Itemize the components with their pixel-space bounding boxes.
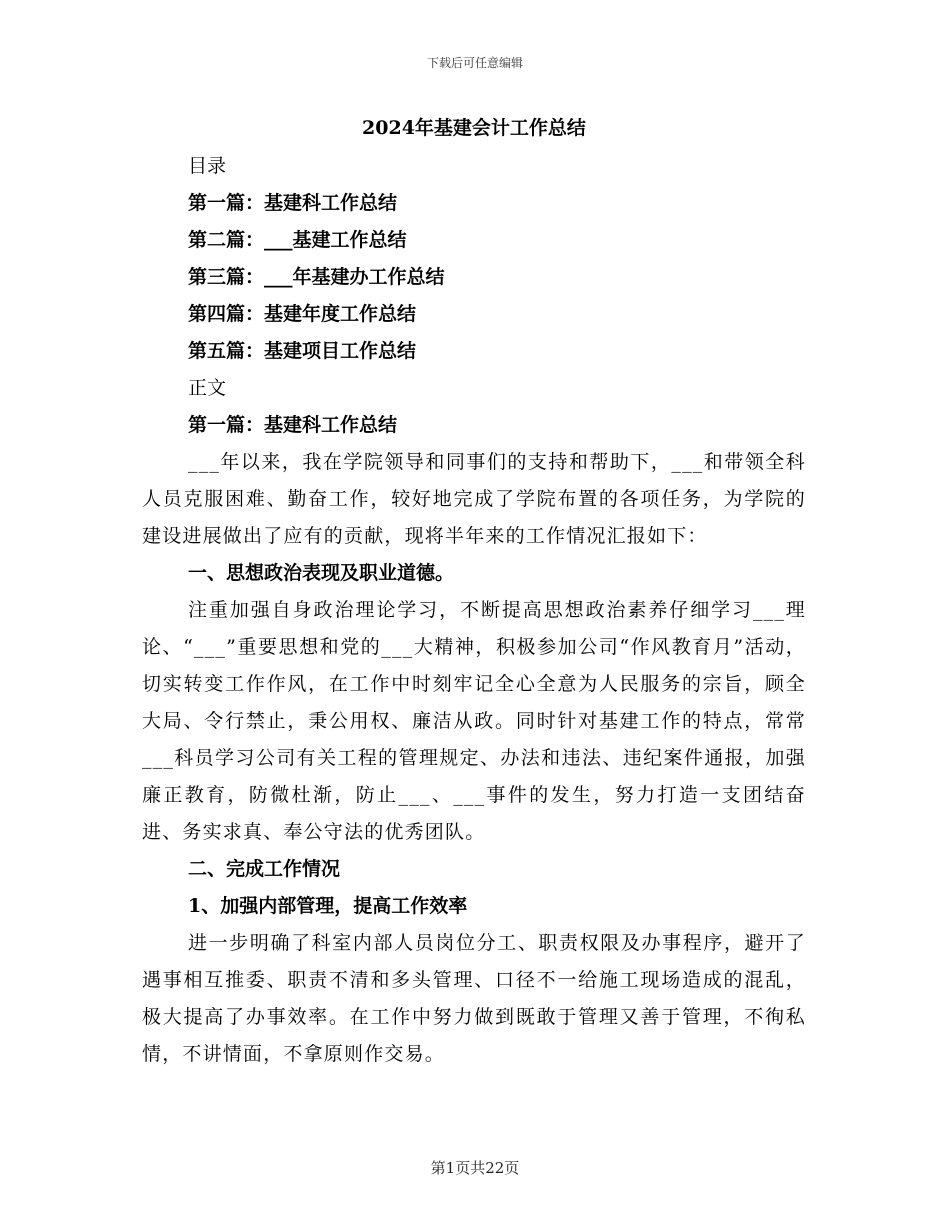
page-footer-number: 第1页共22页	[430, 1159, 520, 1177]
body-label: 正文	[188, 377, 227, 399]
paragraph-intro: ___年以来，我在学院领导和同事们的支持和帮助下，___和带领全科人员克服困难、勤奋工作，较好地完成了学院布置的各项任务，为学院的建设进展做出了应有的贡献，现将半年来的工作情况汇报如下：	[142, 451, 806, 547]
toc-item-1: 第一篇：基建科工作总结	[188, 192, 398, 214]
document-title: 2024年基建会计工作总结	[362, 117, 586, 139]
toc-item-4: 第四篇：基建年度工作总结	[188, 303, 417, 325]
document-body	[142, 112, 806, 1073]
paragraph-ideology: 注重加强自身政治理论学习，不断提高思想政治素养仔细学习___理论、“___”重要思想和党的___大精神，积极参加公司“作风教育月”活动，切实转变工作作风，在工作中时刻牢记全心全意为人民服务的宗旨，顾全大局、令行禁止，秉公用权、廉洁从政。同时针对基建工作的特点，常常___科员学习公司有关工程的管理规定、办法和违法、违纪案件通报，加强廉正教育，防微杜渐，防止___、___事件的发生，努力打造一支团结奋进、务实求真、奉公守法的优秀团队。	[142, 599, 806, 843]
section-2-title: 二、完成工作情况	[188, 858, 341, 880]
section-1-title: 一、思想政治表现及职业道德。	[188, 562, 455, 584]
page-header-note: 下载后可任意编辑	[426, 56, 523, 70]
paragraph-management: 进一步明确了科室内部人员岗位分工、职责权限及办事程序，避开了遇事相互推委、职责不清和多头管理、口径不一给施工现场造成的混乱，极大提高了办事效率。在工作中努力做到既敢于管理又善于管理，不徇私情，不讲情面，不拿原则作交易。	[142, 932, 806, 1065]
section-2-1-title: 1、加强内部管理，提高工作效率	[188, 895, 468, 917]
toc-item-2: 第二篇：___基建工作总结	[188, 229, 407, 251]
toc-item-5: 第五篇：基建项目工作总结	[188, 340, 417, 362]
toc-item-3: 第三篇：___年基建办工作总结	[188, 266, 445, 288]
toc-label: 目录	[188, 155, 227, 177]
chapter-1-title: 第一篇：基建科工作总结	[188, 414, 398, 436]
